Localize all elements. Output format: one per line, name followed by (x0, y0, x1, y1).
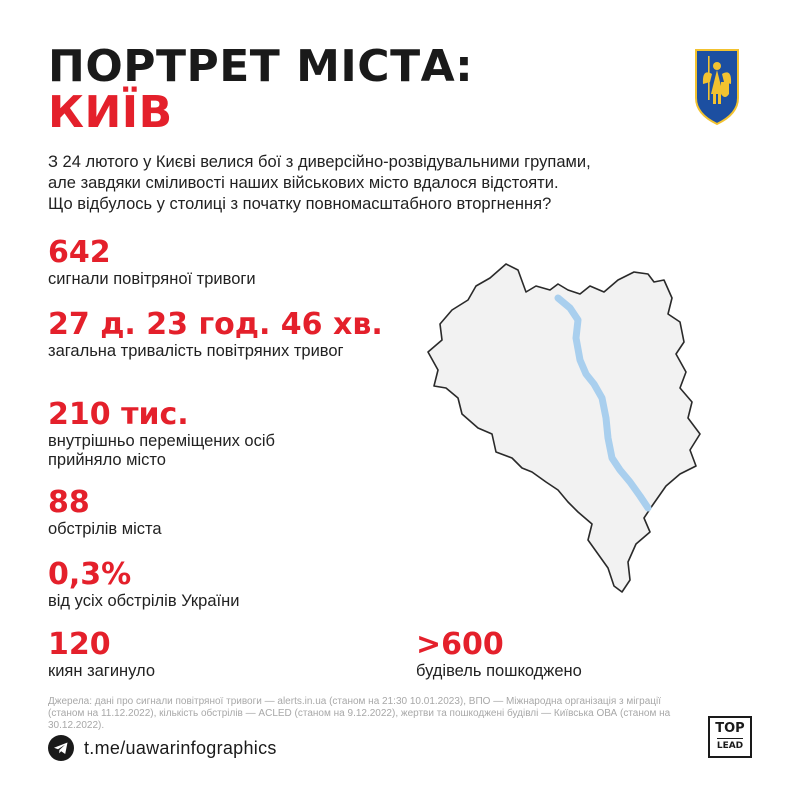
telegram-link[interactable] (48, 735, 277, 761)
stat-label: обстрілів міста (48, 520, 162, 538)
stat-number: 0,3% (48, 557, 132, 592)
intro-line: З 24 лютого у Києві велися бої з диверсійно-розвідувальними групами, (48, 153, 591, 171)
stat-deaths (48, 628, 378, 681)
intro-line: Що відбулось у столиці з початку повномасштабного вторгнення? (48, 195, 552, 213)
sources-text: Джерела: дані про сигнали повітряної тривоги — alerts.in.ua (станом на 21:30 10.01.2023), ВПО — Міжнародна організація з міграції (станом на 11.12.2022), кількість обстрілів — ACLED (станом на 9.12.2022), жертви та пошкоджені будівлі — Київська ОВА (станом на 30.12.2022). (48, 696, 671, 731)
stat-label: будівель пошкоджено (416, 662, 582, 680)
stat-label: киян загинуло (48, 662, 156, 680)
title-city: КИЇВ (48, 87, 173, 138)
stat-shellings (48, 486, 378, 539)
stat-label: загальна тривалість повітряних тривог (48, 342, 344, 360)
top-lead-logo (708, 716, 752, 758)
kyiv-coat-of-arms-icon (694, 48, 740, 126)
stat-share-shellings (48, 558, 378, 611)
stat-number: 27 д. 23 год. 46 хв. (48, 307, 383, 342)
stat-label: сигнали повітряної тривоги (48, 270, 256, 288)
stat-label: від усіх обстрілів України (48, 592, 240, 610)
logo-top-text: TOP (715, 721, 745, 736)
stat-number: 210 тис. (48, 397, 189, 432)
telegram-icon (48, 735, 74, 761)
stat-alert-duration (48, 308, 383, 361)
stat-air-alerts (48, 236, 378, 289)
stat-damaged-buildings (416, 628, 676, 681)
kyiv-city-outline (428, 264, 700, 592)
intro-text (48, 152, 708, 215)
stat-number: 642 (48, 235, 111, 270)
page-title (48, 41, 474, 138)
kyiv-map (418, 262, 718, 602)
title-line-1: ПОРТРЕТ МІСТА: (48, 41, 474, 92)
stat-number: >600 (416, 627, 504, 662)
telegram-url[interactable]: t.me/uawarinfographics (84, 737, 277, 758)
logo-bottom-text: LEAD (717, 738, 743, 752)
stat-number: 120 (48, 627, 111, 662)
intro-line: але завдяки сміливості наших військових місто вдалося відстояти. (48, 174, 559, 192)
stat-number: 88 (48, 485, 90, 520)
stat-label: внутрішньо переміщених осіб прийняло місто (48, 432, 275, 469)
stat-idp (48, 398, 348, 470)
